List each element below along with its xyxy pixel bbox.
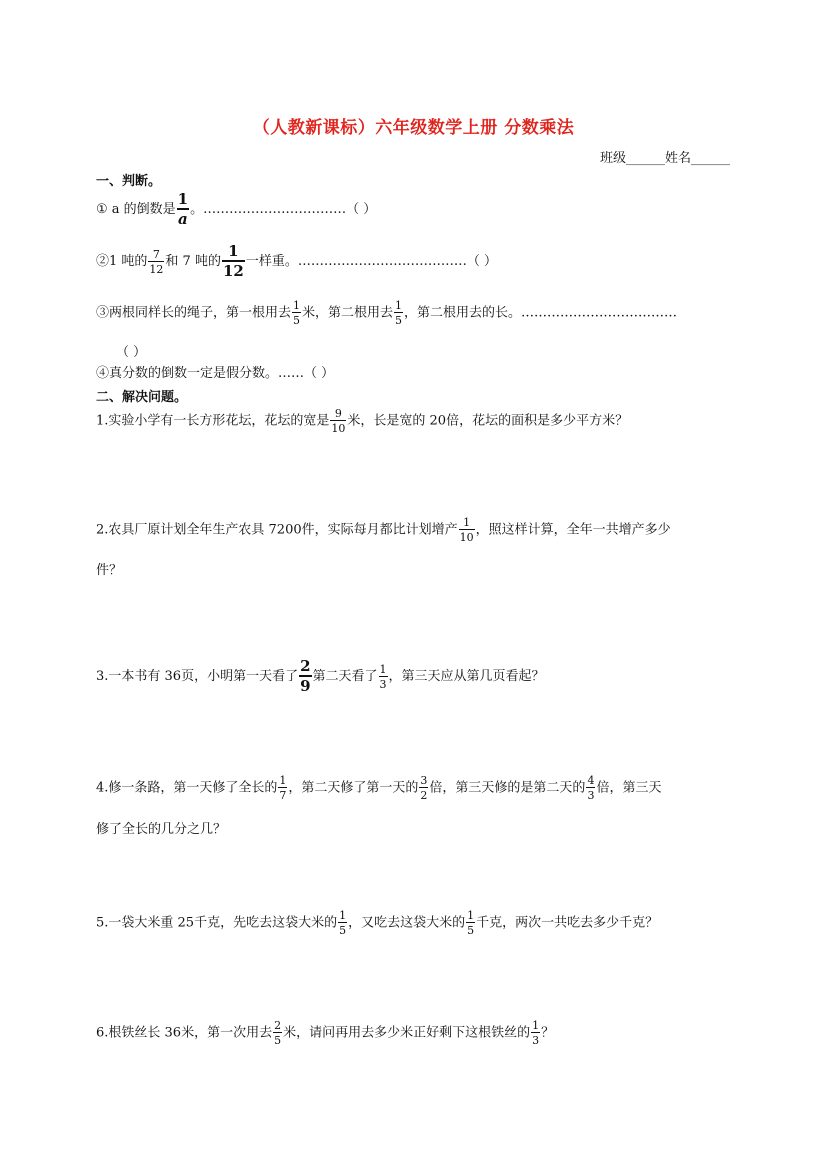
- fraction-denominator: 3: [532, 1034, 540, 1047]
- judge-1-text-b: 。……………………………（ ）: [190, 202, 377, 217]
- fraction: [278, 775, 287, 801]
- judge-item-3: [96, 300, 677, 326]
- section-judge-heading: 一、判断。: [96, 174, 162, 189]
- fraction-numerator: 1: [532, 1019, 540, 1032]
- fraction-denominator: 5: [274, 1034, 282, 1047]
- fraction: [531, 1020, 540, 1046]
- problem-4-continued: 修了全长的几分之几？: [96, 822, 227, 837]
- fraction-denominator: 5: [293, 314, 301, 327]
- problem-1-text-a: 1.实验小学有一长方形花坛，花坛的宽是: [96, 413, 330, 429]
- fraction-numerator: 3: [420, 774, 428, 787]
- fraction: [222, 244, 245, 279]
- problem-4-text-c: 倍，第三天修的是第二天的: [429, 780, 586, 796]
- fraction-denominator: 12: [222, 262, 244, 280]
- problem-4: [96, 775, 661, 801]
- fraction-denominator: 3: [379, 677, 387, 691]
- fraction-numerator: 1: [228, 242, 239, 260]
- fraction-denominator: 3: [587, 789, 595, 802]
- fraction-denominator: 5: [339, 924, 347, 937]
- judge-2-text-b: 和 7 吨的: [165, 254, 221, 269]
- fraction: [379, 664, 388, 690]
- fraction-numerator: 1: [279, 774, 287, 787]
- problem-2-text-a: 2.农具厂原计划全年生产农具 7200件，实际每月都比计划增产: [96, 522, 458, 538]
- judge-item-1: [96, 192, 376, 227]
- judge-3-text-a: ③两根同样长的绳子，第一根用去: [96, 305, 292, 321]
- judge-3-text-b: 米，第二根用去: [302, 305, 394, 321]
- problem-1-text-b: 米，长是宽的 20倍，花坛的面积是多少平方米？: [347, 413, 629, 429]
- fraction-denominator: a: [178, 210, 188, 228]
- judge-2-text-c: 一样重。…………………………………（ ）: [245, 254, 497, 269]
- problem-5-text-b: ，又吃去这袋大米的: [348, 915, 466, 931]
- fraction: [299, 659, 311, 694]
- problem-3-text-a: 3.一本书有 36页，小明第一天看了: [96, 669, 299, 684]
- problem-2: [96, 517, 671, 543]
- judge-item-4: ④真分数的倒数一定是假分数。……（ ）: [96, 366, 335, 381]
- judge-item-2: [96, 244, 497, 279]
- fraction-numerator: 1: [379, 662, 387, 676]
- fraction-numerator: 7: [152, 247, 160, 261]
- problem-3-text-c: ，第三天应从第几页看起？: [388, 669, 545, 684]
- fraction-numerator: 1: [177, 190, 189, 208]
- problem-6-text-a: 6.根铁丝长 36米，第一次用去: [96, 1025, 273, 1041]
- fraction: [177, 192, 189, 227]
- fraction-denominator: 10: [459, 531, 474, 544]
- problem-2-continued: 件？: [96, 563, 123, 578]
- fraction-denominator: 5: [467, 924, 475, 937]
- class-name-line: 班级______姓名______: [599, 151, 730, 166]
- problem-5-text-a: 5.一袋大米重 25千克，先吃去这袋大米的: [96, 915, 338, 931]
- fraction-numerator: 4: [587, 774, 595, 787]
- fraction: [148, 249, 164, 275]
- fraction-denominator: 9: [300, 677, 311, 695]
- problem-2-text-b: ，照这样计算，全年一共增产多少: [475, 522, 671, 538]
- fraction-denominator: 2: [420, 789, 428, 802]
- fraction: [273, 1020, 282, 1046]
- problem-1: [96, 408, 628, 434]
- fraction-numerator: 1: [467, 909, 475, 922]
- page-title: （人教新课标）六年级数学上册 分数乘法: [252, 118, 575, 138]
- fraction-denominator: 5: [395, 314, 403, 327]
- fraction: [292, 300, 301, 326]
- judge-item-3-bracket: （ ）: [116, 345, 147, 360]
- fraction-numerator: 9: [334, 407, 342, 420]
- problem-6-text-c: ？: [541, 1025, 555, 1041]
- fraction-denominator: 12: [149, 262, 164, 276]
- judge-2-text-a: ②1 吨的: [96, 254, 148, 269]
- problem-4-text-b: ，第二天修了第一天的: [288, 780, 419, 796]
- fraction-denominator: 10: [331, 422, 346, 435]
- problem-5: [96, 910, 658, 936]
- fraction-numerator: 2: [300, 657, 311, 675]
- fraction: [586, 775, 595, 801]
- fraction-numerator: 1: [463, 516, 471, 529]
- fraction: [466, 910, 475, 936]
- fraction-denominator: 7: [279, 789, 287, 802]
- fraction: [330, 408, 346, 434]
- section-problems-heading: 二、解决问题。: [96, 390, 188, 405]
- judge-3-text-c: ，第二根用去的长。………………………………: [404, 305, 678, 321]
- problem-4-text-d: 倍，第三天: [596, 780, 662, 796]
- problem-3-text-b: 第二天看了: [312, 669, 378, 684]
- fraction-numerator: 1: [339, 909, 347, 922]
- problem-4-text-a: 4.修一条路，第一天修了全长的: [96, 780, 278, 796]
- fraction: [394, 300, 403, 326]
- fraction: [419, 775, 428, 801]
- fraction-numerator: 2: [274, 1019, 282, 1032]
- fraction-numerator: 1: [293, 299, 301, 312]
- problem-6: [96, 1020, 554, 1046]
- fraction-numerator: 1: [395, 299, 403, 312]
- fraction: [459, 517, 475, 543]
- problem-3: [96, 659, 545, 694]
- problem-6-text-b: 米，请问再用去多少米正好剩下这根铁丝的: [283, 1025, 531, 1041]
- fraction: [338, 910, 347, 936]
- problem-5-text-c: 千克，两次一共吃去多少千克？: [476, 915, 659, 931]
- judge-1-text-a: ① a 的倒数是: [96, 202, 176, 217]
